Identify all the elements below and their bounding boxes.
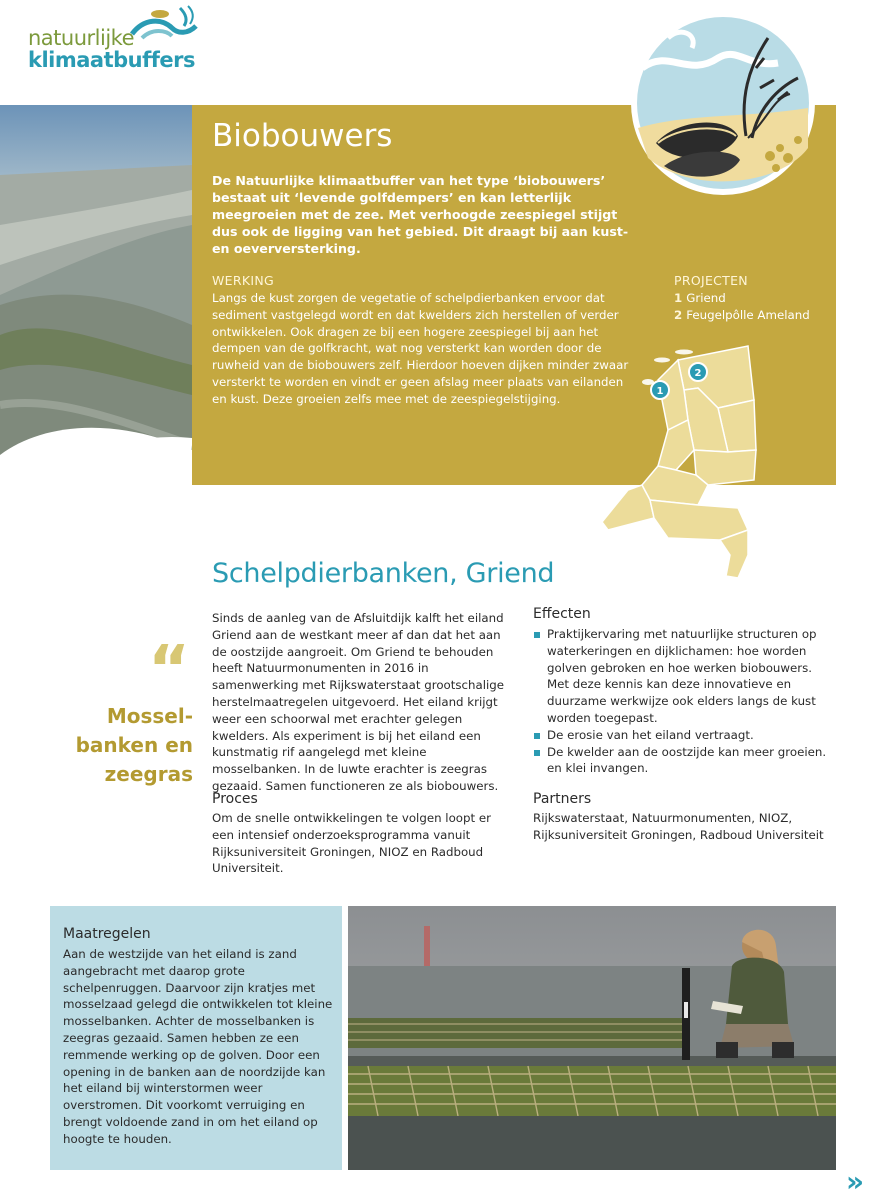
werking-text: Langs de kust zorgen de vegetatie of schelpdierbanken ervoor dat sediment vastgelegd wordt en dat kwelders zich herstellen of verder ontwikkelen. Ook dragen ze bij een hogere zeespiegel bij aan het dempen van de golfkracht, wat nog versterkt kan worden door de ruwheid van de biobouwers zelf. Hierdoor hoeven dijken minder zwaar versterkt te worden en vindt er geen afslag meer plaats van eilanden en kust. Deze groeien zelfs mee met de zeespiegelstijging. xyxy=(212,291,629,406)
wave-logo-icon xyxy=(128,4,200,44)
map-marker-1-label: 1 xyxy=(656,386,664,397)
proces-heading: Proces xyxy=(212,791,258,807)
netherlands-map-icon xyxy=(598,340,758,580)
logo-line1: natuurlijke xyxy=(28,26,135,50)
project-item: 1 Griend xyxy=(674,291,726,305)
pull-quote: Mossel-banken en zeegras xyxy=(75,704,193,786)
list-item: De kwelder aan de oostzijde kan meer groeien. en klei invangen. xyxy=(533,744,833,778)
projecten-heading: PROJECTEN xyxy=(674,273,748,288)
maatregelen-text: Aan de westzijde van het eiland is zand aangebracht met daarop grote schelpenruggen. Daarvoor zijn kratjes met mosselzaad gelegd die ontwikkelen tot kleine mosselbanken. Achter de mosselbanken is zeegras gezaaid. Samen hebben ze een remmende werking op de golven. Door een opening in de banken aan de noordzijde kan het eiland bij winterstormen weer overstromen. Dit voorkomt verruiging en brengt voldoende zand in om het eiland op hoogte te houden. xyxy=(63,947,333,1146)
list-item: Praktijkervaring met natuurlijke structuren op waterkeringen en dijklichamen: hoe worden golven gebroken en hoe werken biobouwers. Met deze kennis kan deze innovatieve en duurzame werkwijze ook elders langs de kust worden toegepast. xyxy=(533,626,833,727)
next-page-chevron-icon[interactable]: » xyxy=(846,1165,865,1198)
field-photo xyxy=(348,906,836,1170)
partners-text: Rijkswaterstaat, Natuurmonumenten, NIOZ, Rijksuniversiteit Groningen, Radboud Universiteit xyxy=(533,811,824,842)
list-item: De erosie van het eiland vertraagt. xyxy=(533,727,833,744)
projecten-list xyxy=(674,290,810,324)
effecten-heading: Effecten xyxy=(533,606,591,622)
maatregelen-heading: Maatregelen xyxy=(63,926,151,942)
quote-mark-icon: “ xyxy=(148,633,191,707)
mussel-emblem-icon xyxy=(628,8,818,198)
proces-text: Om de snelle ontwikkelingen te volgen loopt er een intensief onderzoeksprogramma vanuit Rijksuniversiteit Groningen, NIOZ en Radboud Universiteit. xyxy=(212,811,491,876)
section-title: Schelpdierbanken, Griend xyxy=(212,558,555,589)
intro-text: De Natuurlijke klimaatbuffer van het type ‘biobouwers’ bestaat uit ‘levende golfdempers’ en kan letterlijk meegroeien met de zee. Met verhoogde zeespiegel stijgt dus ook de ligging van het gebied. Dit draagt bij aan kust- en oeverversterking. xyxy=(212,173,629,256)
logo xyxy=(28,4,203,76)
aerial-photo xyxy=(0,105,192,485)
project-item: 2 Feugelpôlle Ameland xyxy=(674,308,810,322)
map-marker-2-label: 2 xyxy=(694,368,702,379)
logo-line2: klimaatbuffers xyxy=(28,48,195,72)
page-title: Biobouwers xyxy=(212,118,393,154)
partners-heading: Partners xyxy=(533,791,592,807)
werking-heading: WERKING xyxy=(212,273,274,288)
main-text: Sinds de aanleg van de Afsluitdijk kalft het eiland Griend aan de westkant meer af dan dat het aan de oostzijde aangroeit. Om Griend te behouden heeft Natuurmonumenten in 2016 in samenwerking met Rijkswaterstaat grootschalige herstelmaatregelen uitgevoerd. Het eiland krijgt weer een schoorwal met erachter gelegen kwelders. Als experiment is bij het eiland een kunstmatig rif aangelegd met kleine mosselbanken. In de luwte erachter is zeegras gezaaid. Samen functioneren ze als biobouwers. xyxy=(212,611,505,793)
effecten-list xyxy=(533,626,833,777)
